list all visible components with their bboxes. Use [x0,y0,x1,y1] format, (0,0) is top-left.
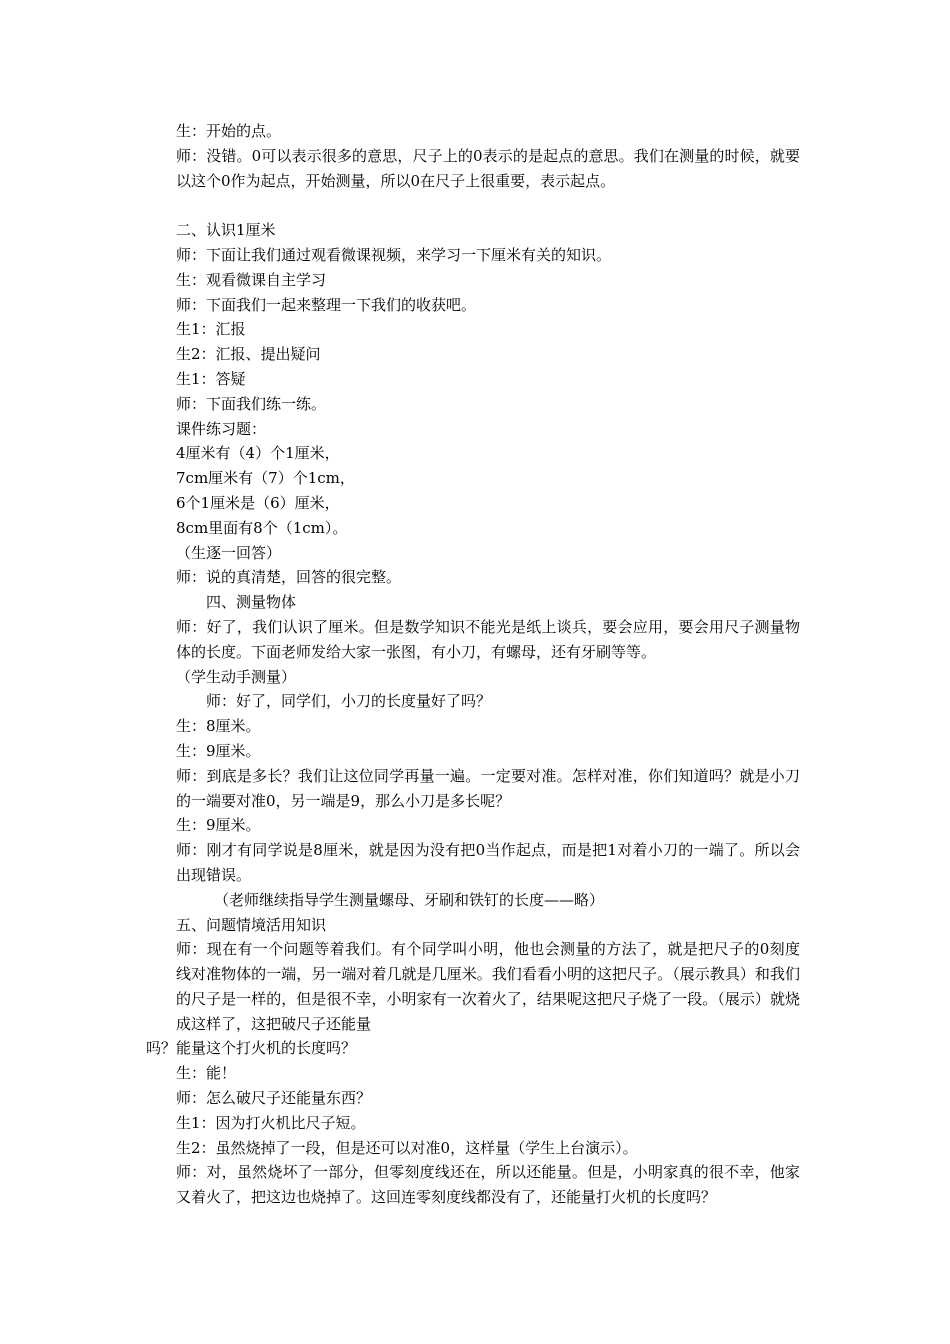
exercise-line: 6个1厘米是（6）厘米， [176,493,340,512]
text-line: 课件练习题： [176,419,267,438]
section-heading: 五、问题情境活用知识 [176,915,327,934]
text-line: 生：观看微课自主学习 [176,270,327,289]
text-line: 师：怎么破尺子还能量东西？ [176,1089,372,1108]
text-line: 师：下面我们练一练。 [176,394,327,413]
text-paragraph: 师：好了，我们认识了厘米。但是数学知识不能光是纸上谈兵，要会应用，要会用尺子测量物体的长度。下面老师发给大家一张图，有小刀，有螺母，还有牙刷等等。 [176,617,800,661]
text-line: （老师继续指导学生测量螺母、牙刷和铁钉的长度——略） [214,890,605,909]
text-line: 生：开始的点。 [176,122,282,140]
text-line: 师：下面我们一起来整理一下我们的收获吧。 [176,295,477,314]
text-paragraph: 师：刚才有同学说是8厘米，就是因为没有把0当作起点，而是把1对着小刀的一端了。所以会出现错误。 [176,841,800,884]
blank-line [146,193,800,218]
text-line: 生1：因为打火机比尺子短。 [176,1113,366,1132]
section-heading: 四、测量物体 [206,593,297,612]
exercise-line: 7cm厘米有（7）个1cm， [176,469,355,488]
text-line: 生：能！ [176,1064,237,1083]
text-line: 生2：汇报、提出疑问 [176,345,321,364]
text-line: 吗？能量这个打火机的长度吗？ [146,1039,357,1058]
text-line: 师：说的真清楚，回答的很完整。 [176,568,402,587]
text-line: 生：9厘米。 [176,741,261,760]
text-line: 生：8厘米。 [176,717,261,736]
text-paragraph: 师：到底是多长？我们让这位同学再量一遍。一定要对准。怎样对准，你们知道吗？就是小刀的一端要对准0，另一端是9，那么小刀是多长呢？ [176,766,800,810]
text-line: （学生动手测量） [176,667,297,686]
exercise-line: 8cm里面有8个（1cm）。 [176,518,348,537]
text-line: 生：9厘米。 [176,816,261,835]
exercise-line: 4厘米有（4）个1厘米， [176,444,340,463]
text-line: 师：下面让我们通过观看微课视频，来学习一下厘米有关的知识。 [176,245,612,264]
text-line: 师：好了，同学们，小刀的长度量好了吗？ [206,692,492,711]
text-line: （生逐一回答） [176,543,282,562]
text-paragraph: 师：现在有一个问题等着我们。有个同学叫小明，他也会测量的方法了，就是把尺子的0刻度线对准物体的一端，另一端对着几就是几厘米。我们看看小明的这把尺子。（展示教具）和我们的尺子是一样的，但是很不幸，小明家有一次着火了，结果呢这把尺子烧了一段。（展示）就烧成这样了，这把破尺子还能量 [176,940,800,1033]
section-heading: 二、认识1厘米 [176,221,276,240]
text-line: 生1：答疑 [176,369,246,388]
text-paragraph: 师：对，虽然烧坏了一部分，但零刻度线还在，所以还能量。但是，小明家真的很不幸，他家又着火了，把这边也烧掉了。这回连零刻度线都没有了，还能量打火机的长度吗？ [176,1163,800,1207]
text-line: 生2：虽然烧掉了一段，但是还可以对准0，这样量（学生上台演示）。 [176,1138,638,1157]
text-paragraph: 师：没错。0可以表示很多的意思，尺子上的0表示的是起点的意思。我们在测量的时候，就要以这个0作为起点，开始测量，所以0在尺子上很重要，表示起点。 [176,146,800,190]
text-line: 生1：汇报 [176,320,246,339]
